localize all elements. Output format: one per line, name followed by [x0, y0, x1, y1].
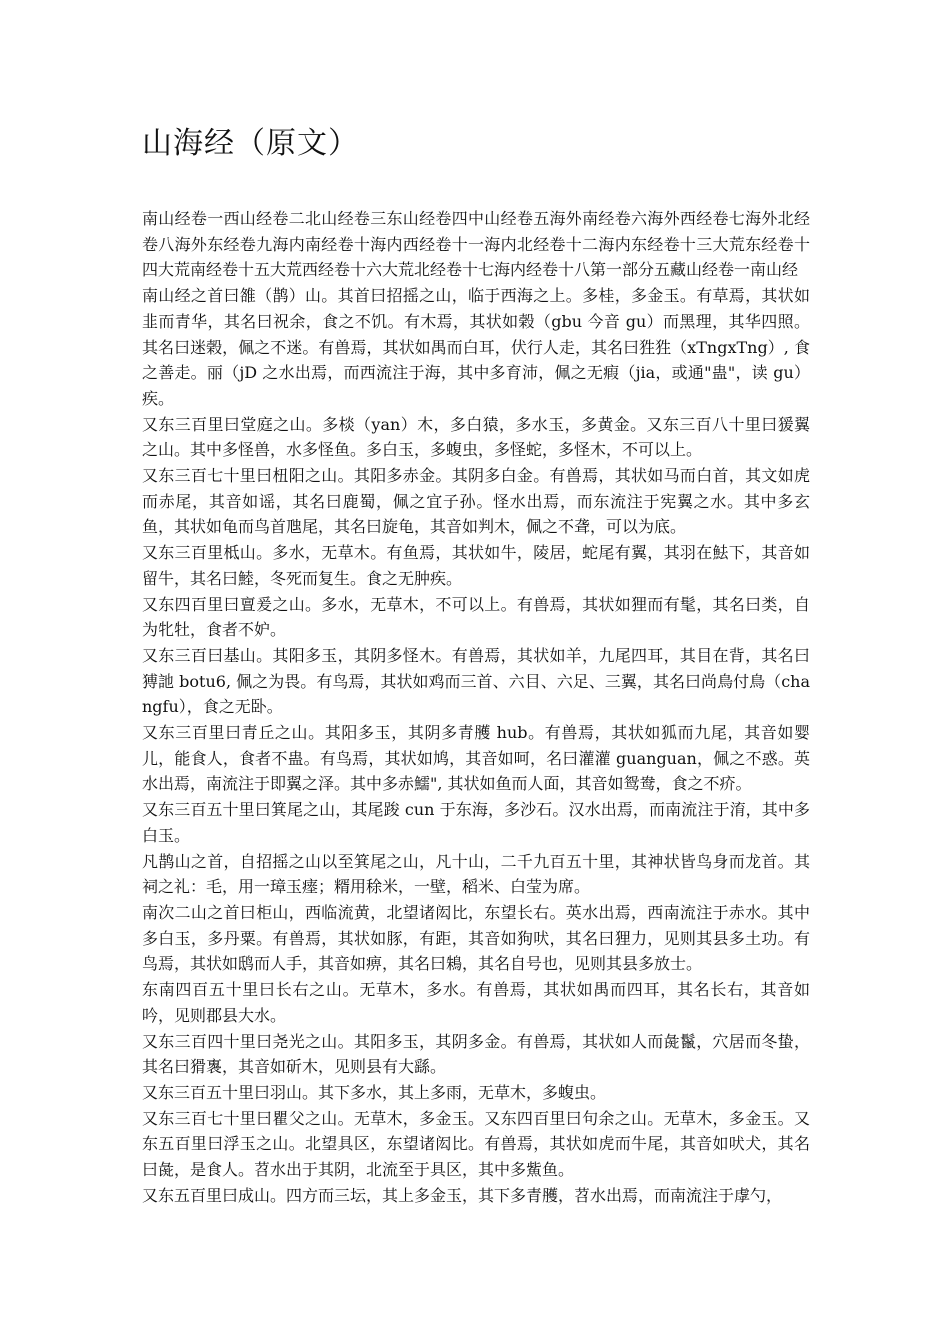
paragraph: 又东三百四十里曰尧光之山。其阳多玉，其阴多金。有兽焉，其状如人而彘鬣，穴居而冬蛰，其名曰猾褢，其音如斫木，见则县有大繇。 [142, 1031, 810, 1077]
paragraph: 凡鹊山之首，自招摇之山以至箕尾之山，凡十山，二千九百五十里，其神状皆鸟身而龙首。其祠之礼：毛，用一璋玉瘗；糈用稌米，一壁，稻米、白莹为席。 [142, 851, 810, 897]
paragraph: 南山经之首曰雒（鹊）山。其首曰招摇之山，临于西海之上。多桂，多金玉。有草焉，其状如韭而青华，其名曰祝余，食之不饥。有木焉，其状如榖（gbu 今音 gu）而黑理，其华四照。其名曰迷榖，佩之不迷。有兽焉，其状如禺而白耳，伏行人走，其名曰狌狌（xTngxTng）, 食之善走。丽（jD 之水出焉，而西流注于海，其中多育沛，佩之无瘕（jia，或通"蛊"，读 gu）疾。 [142, 286, 810, 408]
paragraph: 又东三百五十里曰羽山。其下多水，其上多雨，无草木，多蝮虫。 [142, 1082, 607, 1102]
paragraph: 又东三百五十里曰箕尾之山，其尾踆 cun 于东海，多沙石。汉水出焉，而南流注于淯，其中多白玉。 [142, 800, 810, 845]
paragraph: 东南四百五十里曰长右之山。无草木，多水。有兽焉，其状如禺而四耳，其名长右，其音如吟，见则郡县大水。 [142, 980, 810, 1025]
paragraph: 又东三百七十里曰瞿父之山。无草木，多金玉。又东四百里曰句余之山。无草木，多金玉。又东五百里曰浮玉之山。北望具区，东望诸闳比。有兽焉，其状如虎而牛尾，其音如吠犬，其名曰彘，是食人。苕水出于其阴，北流至于具区，其中多鮆鱼。 [142, 1108, 810, 1180]
paragraph: 又东三百里柢山。多水，无草木。有鱼焉，其状如牛，陵居，蛇尾有翼，其羽在魼下，其音如留牛，其名曰鯥，冬死而复生。食之无肿疾。 [142, 543, 810, 588]
paragraph: 又东五百里曰成山。四方而三坛，其上多金玉，其下多青雘，苕水出焉，而南流注于虖勺， [142, 1185, 783, 1205]
paragraph: 又东三百曰基山。其阳多玉，其阴多怪木。有兽焉，其状如羊，九尾四耳，其目在背，其名曰猼訑 botu6, 佩之为畏。有鸟焉，其状如鸡而三首、六目、六足、三翼，其名曰尚鳥付鳥（changfu），食之无卧。 [142, 645, 810, 717]
paragraph: 又东四百里曰亶爰之山。多水，无草木，不可以上。有兽焉，其状如狸而有髦，其名曰类，自为牝牡，食者不妒。 [142, 594, 810, 640]
paragraph: 南次二山之首曰柜山，西临流黄，北望诸闳比，东望长右。英水出焉，西南流注于赤水。其中多白玉，多丹粟。有兽焉，其状如豚，有距，其音如狗吠，其名曰狸力，见则其县多土功。有鸟焉，其状如鸱而人手，其音如痹，其名曰鴸，其名自号也，见则其县多放士。 [142, 902, 810, 974]
document-body [142, 206, 810, 1208]
paragraph: 又东三百里曰堂庭之山。多棪（yan）木，多白猿，多水玉，多黄金。又东三百八十里曰猨翼之山。其中多怪兽，水多怪鱼。多白玉，多蝮虫，多怪蛇，多怪木，不可以上。 [142, 414, 810, 460]
paragraph-table-of-contents: 南山经卷一西山经卷二北山经卷三东山经卷四中山经卷五海外南经卷六海外西经卷七海外北经卷八海外东经卷九海内南经卷十海内西经卷十一海内北经卷十二海内东经卷十三大荒东经卷十四大荒南经卷十五大荒西经卷十六大荒北经卷十七海内经卷十八第一部分五藏山经卷一南山经 [142, 209, 810, 280]
paragraph: 又东三百里曰青丘之山。其阳多玉，其阴多青雘 hub。有兽焉，其状如狐而九尾，其音如婴儿，能食人，食者不蛊。有鸟焉，其状如鸠，其音如呵，名曰灌灌 guanguan，佩之不惑。英水出焉，南流注于即翼之泽。其中多赤鱬", 其状如鱼而人面，其音如鸳鸯，食之不疥。 [142, 723, 810, 794]
paragraph: 又东三百七十里曰杻阳之山。其阳多赤金。其阴多白金。有兽焉，其状如马而白首，其文如虎而赤尾，其音如谣，其名曰鹿蜀，佩之宜子孙。怪水出焉，而东流注于宪翼之水。其中多玄鱼，其状如龟而鸟首虺尾，其名曰旋龟，其音如判木，佩之不聋，可以为底。 [142, 466, 810, 537]
document-title: 山海经（原文） [142, 126, 359, 161]
